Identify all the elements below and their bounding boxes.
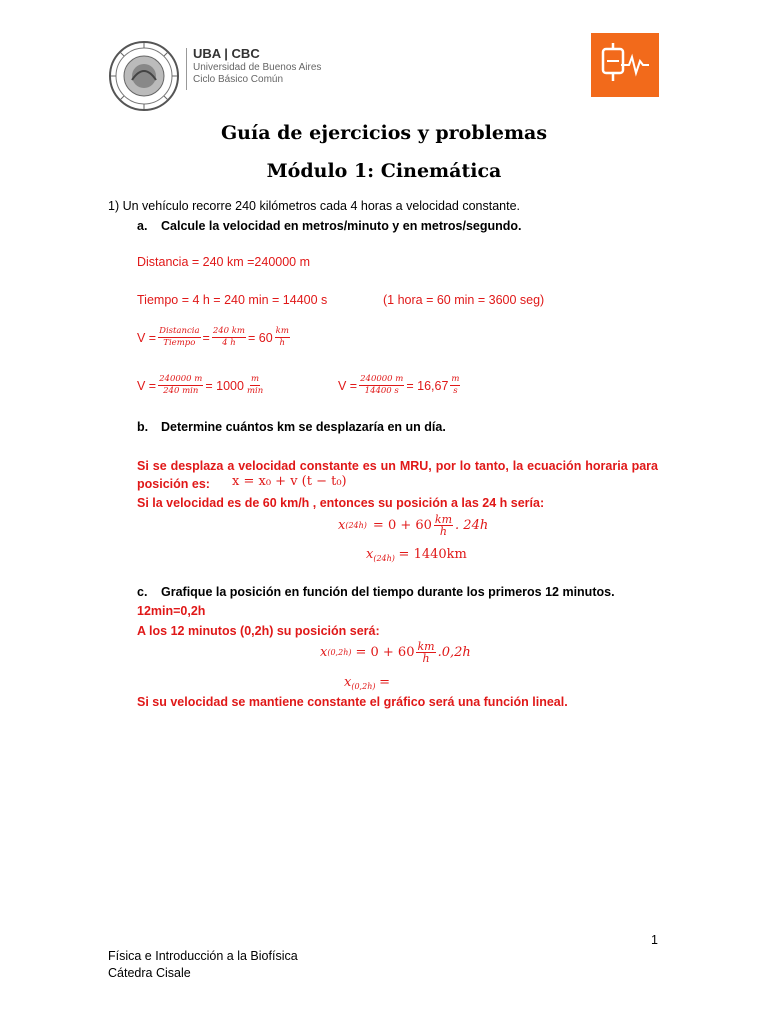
answer-b-line3: Si la velocidad es de 60 km/h , entonces su posición a las 24 h sería: [137,496,545,510]
answer-b-line1: Si se desplaza a velocidad constante es un MRU, por lo tanto, la ecuación horaria para [137,459,658,473]
v3-frac1-num: 240000 m [360,374,404,384]
pos02-frac [416,641,435,664]
v1-frac1-num: Distancia [159,326,200,336]
pos02-x: x [320,645,328,660]
v3-frac2-den: s [453,386,458,396]
v1-eq2: = 60 [247,330,273,345]
pos02-frac-num: km [417,640,435,653]
problem-statement: 1) Un vehículo recorre 240 kilómetros cada 4 horas a velocidad constante. [108,199,521,213]
answer-distancia: Distancia = 240 km =240000 m [137,255,311,269]
pos02-frac-den: h [422,652,430,665]
position-12min-equation [320,641,471,664]
mru-equation: x = x₀ + v (t − t₀) [232,474,347,489]
answer-c-line1: 12min=0,2h [137,604,206,618]
module-title: Módulo 1: Cinemática [266,160,502,182]
pos24r-sub: (24h) [373,554,395,563]
v3-frac2 [450,374,460,397]
brand-line1: Universidad de Buenos Aires [193,62,322,73]
item-b-text: Determine cuántos km se desplazaría en un día. [161,420,446,434]
position-24h-equation [338,514,488,537]
answer-b-line2: posición es: [137,477,210,491]
velocity-equation-2 [137,374,266,397]
pos24r-x: x [366,547,374,562]
pos02r-x: x [344,675,352,690]
v3-frac1-den: 14400 s [364,386,399,396]
footer-course: Física e Introducción a la Biofísica [108,949,298,963]
pos24-rest: = 0 + 60 [372,518,432,533]
brand-title: UBA | CBC [193,46,260,61]
pos24-frac-den: h [439,525,448,538]
v1-frac1 [158,326,200,349]
pos24r-rest: = 1440km [398,547,467,562]
v2-frac1-den: 240 min [163,386,199,396]
pos24-sub: (24h) [345,521,367,530]
pos24-tail: . 24h [455,518,489,533]
v2-lhs: V = [137,378,157,393]
v3-lhs: V = [338,378,358,393]
item-c-text: Grafique la posición en función del tiempo durante los primeros 12 minutos. [161,585,615,599]
v1-frac1-den: Tiempo [163,338,196,348]
item-a-text: Calcule la velocidad en metros/minuto y en metros/segundo. [161,219,522,233]
v1-frac2 [212,326,246,349]
item-a-label: a. [137,219,148,233]
v2-frac1 [158,374,203,397]
answer-hora-note: (1 hora = 60 min = 3600 seg) [383,293,545,307]
v3-eq1: = 16,67 [406,378,449,393]
v1-frac2-den: 4 h [222,338,236,348]
v2-frac2 [246,374,264,397]
brand-line2: Ciclo Básico Común [193,74,284,85]
pos02-tail: .0,2h [437,645,471,660]
position-24h-result [366,546,467,563]
velocity-equation-1 [137,326,292,349]
v2-frac2-num: m [251,374,260,384]
v1-frac3-num: km [275,326,289,336]
velocity-equation-3 [338,374,462,397]
pos02r-sub: (0,2h) [351,682,376,691]
v2-frac1-num: 240000 m [159,374,203,384]
v1-frac3 [275,326,290,349]
pos02r-rest: = [379,675,390,690]
answer-c-line3: Si su velocidad se mantiene constante el gráfico será una función lineal. [137,695,568,709]
uba-seal-logo [108,40,180,112]
pos24-frac [434,514,453,537]
page-number: 1 [651,933,658,947]
footer-chair: Cátedra Cisale [108,966,191,980]
course-logo [591,33,659,97]
v1-lhs: V = [137,330,157,345]
v1-frac3-den: h [279,338,286,348]
item-c-label: c. [137,585,148,599]
v1-eq1: = [202,330,210,345]
page-title: Guía de ejercicios y problemas [220,122,548,144]
v2-eq1: = 1000 [205,378,244,393]
brand-divider [186,48,187,90]
v3-frac1 [359,374,404,397]
pos24-x: x [338,518,346,533]
answer-tiempo: Tiempo = 4 h = 240 min = 14400 s [137,293,328,307]
position-12min-result [344,674,390,691]
pos02-rest: = 0 + 60 [355,645,415,660]
v3-frac2-num: m [451,374,460,384]
v2-frac2-den: min [246,386,264,396]
pos02-sub: (0,2h) [327,648,352,657]
answer-c-line2: A los 12 minutos (0,2h) su posición será: [137,624,380,638]
v1-frac2-num: 240 km [212,326,245,336]
pos24-frac-num: km [434,513,453,526]
item-b-label: b. [137,420,149,434]
